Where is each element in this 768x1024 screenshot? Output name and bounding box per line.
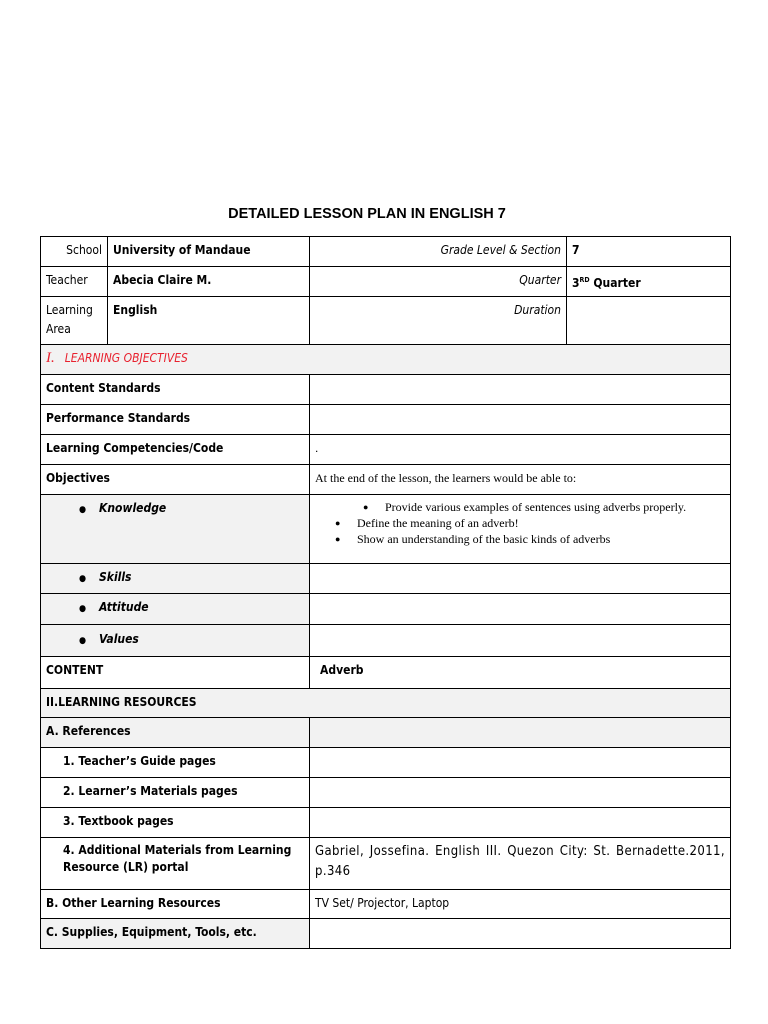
teacher-value: Abecia Claire M. [108, 267, 310, 297]
competencies-row [41, 435, 731, 465]
learning-resources-heading: II.LEARNING RESOURCES [41, 689, 731, 718]
knowledge-label: Knowledge [99, 501, 167, 515]
bullet-icon: ● [79, 604, 87, 614]
bullet-icon: ● [79, 574, 87, 584]
section-numeral: I. [46, 350, 55, 366]
bullet-icon: ● [79, 505, 87, 515]
learners-materials-label: 2. Learner’s Materials pages [41, 778, 310, 808]
content-label: CONTENT [41, 657, 310, 689]
duration-label: Duration [310, 297, 567, 345]
knowledge-items [310, 495, 731, 564]
textbook-row [41, 808, 731, 838]
attitude-label: Attitude [99, 600, 149, 614]
quarter-label: Quarter [310, 267, 567, 297]
grade-value: 7 [567, 237, 731, 267]
references-value [310, 718, 731, 748]
school-value: University of Mandaue [108, 237, 310, 267]
performance-standards-row [41, 405, 731, 435]
additional-materials-label: 4. Additional Materials from Learning Resource (LR) portal [41, 838, 310, 890]
values-value [310, 625, 731, 657]
skills-label: Skills [99, 570, 132, 584]
quarter-number: 3 [572, 276, 580, 290]
other-resources-label: B. Other Learning Resources [41, 890, 310, 919]
knowledge-cell [41, 495, 310, 564]
supplies-label: C. Supplies, Equipment, Tools, etc. [41, 919, 310, 949]
learning-area-row [41, 297, 731, 345]
teachers-guide-label: 1. Teacher’s Guide pages [41, 748, 310, 778]
objectives-label: Objectives [41, 465, 310, 495]
attitude-value [310, 594, 731, 625]
grade-label: Grade Level & Section [310, 237, 567, 267]
additional-materials-value: Gabriel, Jossefina. English III. Quezon City: St. Bernadette.2011, p.346 [310, 838, 731, 890]
school-row [41, 237, 731, 267]
content-standards-row [41, 375, 731, 405]
content-standards-label: Content Standards [41, 375, 310, 405]
values-row [41, 625, 731, 657]
knowledge-item-3: ● Show an understanding of the basic kinds of adverbs [335, 531, 725, 547]
teachers-guide-value [310, 748, 731, 778]
duration-value [567, 297, 731, 345]
content-row [41, 657, 731, 689]
quarter-word: Quarter [593, 276, 641, 290]
teacher-label: Teacher [41, 267, 108, 297]
teachers-guide-row [41, 748, 731, 778]
attitude-row [41, 594, 731, 625]
learning-objectives-heading [41, 345, 731, 375]
competencies-value: . [310, 435, 731, 465]
skills-value [310, 564, 731, 594]
learning-objectives-header-row [41, 345, 731, 375]
teacher-row [41, 267, 731, 297]
learners-materials-value [310, 778, 731, 808]
bullet-icon: ● [79, 636, 87, 646]
objectives-value: At the end of the lesson, the learners would be able to: [310, 465, 731, 495]
references-row [41, 718, 731, 748]
additional-materials-row [41, 838, 731, 890]
learning-area-value: English [108, 297, 310, 345]
learners-materials-row [41, 778, 731, 808]
values-label: Values [99, 632, 139, 646]
knowledge-item-2: ● Define the meaning of an adverb! [335, 515, 725, 531]
other-resources-value: TV Set/ Projector, Laptop [310, 890, 731, 919]
document-title: DETAILED LESSON PLAN IN ENGLISH 7 [228, 206, 506, 222]
school-label: School [41, 237, 108, 267]
performance-standards-value [310, 405, 731, 435]
competencies-label: Learning Competencies/Code [41, 435, 310, 465]
section-title: LEARNING OBJECTIVES [64, 351, 188, 365]
quarter-value [567, 267, 731, 297]
values-cell [41, 625, 310, 657]
supplies-row [41, 919, 731, 949]
performance-standards-label: Performance Standards [41, 405, 310, 435]
references-label: A. References [41, 718, 310, 748]
knowledge-row [41, 495, 731, 564]
content-standards-value [310, 375, 731, 405]
content-value: Adverb [310, 657, 731, 689]
objectives-row [41, 465, 731, 495]
learning-resources-header-row [41, 689, 731, 718]
skills-cell [41, 564, 310, 594]
other-resources-row [41, 890, 731, 919]
learning-area-label: Learning Area [41, 297, 108, 345]
knowledge-item-1: ● Provide various examples of sentences using adverbs properly. [363, 499, 725, 515]
quarter-suffix: RD [579, 276, 590, 284]
attitude-cell [41, 594, 310, 625]
textbook-label: 3. Textbook pages [41, 808, 310, 838]
skills-row [41, 564, 731, 594]
supplies-value [310, 919, 731, 949]
textbook-value [310, 808, 731, 838]
lesson-plan-table [40, 236, 731, 949]
